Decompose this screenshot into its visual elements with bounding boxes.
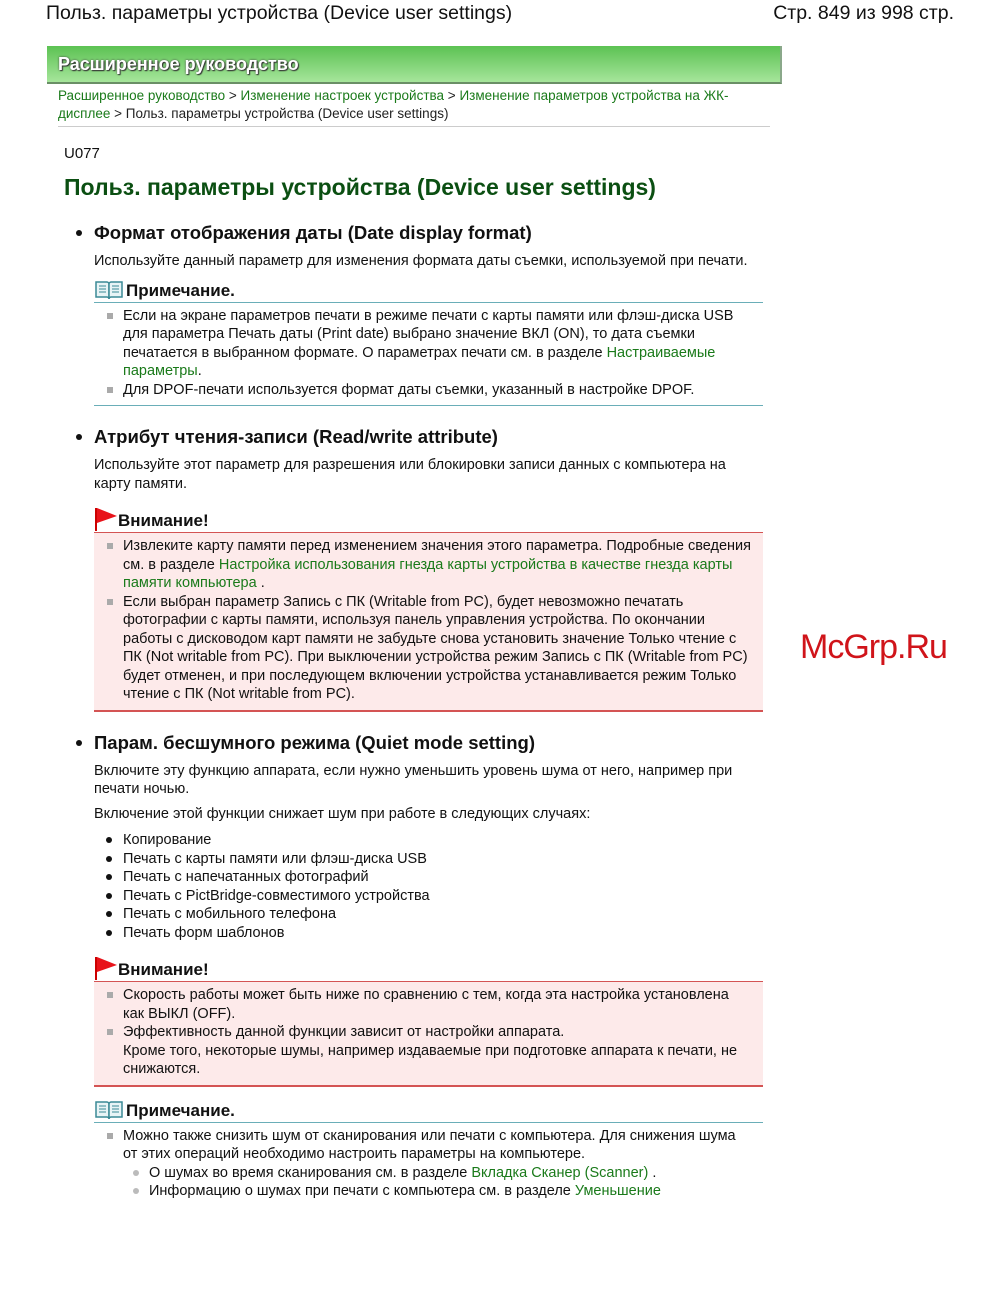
note-item bbox=[94, 381, 763, 400]
item-text: Можно также снизить шум от сканирования или печати с компьютера. Для снижения шума от этих операций необходимо настроить параметры на компьютере. bbox=[123, 1127, 736, 1162]
section-read-write bbox=[76, 426, 766, 712]
section-text: Используйте этот параметр для разрешения или блокировки записи данных с компьютера на карту памяти. bbox=[94, 457, 726, 492]
item-text: Скорость работы может быть ниже по сравнению с тем, когда эта настройка установлена как ВЫКЛ (OFF). bbox=[123, 987, 729, 1022]
page-code: U077 bbox=[64, 145, 100, 162]
section-text: Используйте данный параметр для изменения формата даты съемки, используемой при печати. bbox=[94, 253, 748, 269]
breadcrumb-link[interactable]: Изменение настроек устройства bbox=[240, 88, 445, 103]
note-subitem bbox=[94, 1164, 763, 1183]
warning-body bbox=[94, 982, 763, 1087]
link-card-slot-setting[interactable]: Настройка использования гнезда карты устройства в качестве гнезда карты памяти компьютера bbox=[123, 556, 733, 591]
item-text: Если на экране параметров печати в режиме печати с карты памяти или флэш-диска USB для параметра Печать даты (Print date) выбрано значение ВКЛ (ON), то дата съемки печатается в выбранном формате. О параметрах печати см. в разделе bbox=[123, 307, 734, 361]
list-item: Печать с PictBridge-совместимого устройства bbox=[106, 887, 766, 906]
note-subitem bbox=[94, 1182, 763, 1201]
warning-item bbox=[94, 1023, 763, 1079]
note-box bbox=[94, 277, 763, 407]
bullet-icon bbox=[76, 230, 82, 236]
bullet-icon bbox=[76, 434, 82, 440]
item-text: . bbox=[197, 363, 202, 379]
warning-title bbox=[94, 507, 763, 533]
note-title-text: Примечание. bbox=[126, 1100, 235, 1120]
bullet-list bbox=[106, 831, 766, 942]
warning-box bbox=[94, 507, 763, 712]
item-text: Информацию о шумах при печати с компьютера см. в разделе bbox=[149, 1183, 575, 1199]
note-title-text: Примечание. bbox=[126, 280, 235, 300]
item-text: Кроме того, некоторые шумы, например издаваемые при подготовке аппарата к печати, не снижаются. bbox=[123, 1042, 738, 1077]
breadcrumb bbox=[58, 87, 768, 123]
warning-title-text: Внимание! bbox=[118, 960, 209, 979]
note-title bbox=[94, 1097, 763, 1123]
item-text: Для DPOF-печати используется формат даты съемки, указанный в настройке DPOF. bbox=[123, 381, 695, 398]
item-text: . bbox=[648, 1164, 657, 1181]
link-scanner-tab[interactable]: Вкладка Сканер (Scanner) bbox=[471, 1164, 649, 1181]
banner-title: Расширенное руководство bbox=[58, 54, 299, 74]
warning-title bbox=[94, 956, 763, 982]
page-header bbox=[46, 2, 954, 25]
note-body bbox=[94, 303, 763, 407]
link-reduce-noise[interactable]: Уменьшение bbox=[574, 1183, 661, 1199]
list-item: Печать форм шаблонов bbox=[106, 924, 766, 943]
breadcrumb-link[interactable]: Изменение параметров устройства на ЖК-дисплее bbox=[58, 88, 729, 121]
square-bullet-icon bbox=[107, 313, 113, 319]
section-text: Включение этой функции снижает шум при работе в следующих случаях: bbox=[94, 805, 591, 822]
document-title: Польз. параметры устройства (Device user settings) bbox=[46, 2, 513, 24]
list-item: Печать с напечатанных фотографий bbox=[106, 868, 766, 887]
note-item bbox=[94, 1127, 763, 1164]
square-bullet-icon bbox=[107, 543, 113, 549]
square-bullet-icon bbox=[107, 992, 113, 998]
list-item: Печать с карты памяти или флэш-диска USB bbox=[106, 850, 766, 869]
warning-body bbox=[94, 533, 763, 712]
book-icon bbox=[94, 1099, 124, 1121]
breadcrumb-current: Польз. параметры устройства (Device user settings) bbox=[125, 106, 449, 121]
item-text: Эффективность данной функции зависит от настройки аппарата. bbox=[123, 1024, 565, 1040]
item-text: Если выбран параметр Запись с ПК (Writable from PC), будет невозможно печатать фотографии с карты памяти, используя панель управления устройства. По окончании работы с дисководом карт памяти не забудьте снова установить значение Только чтение с ПК (Not writable from PC). При выключении устройства режим Запись с ПК (Writable from PC) будет отменен, и при последующем включении устройства устанавливается режим Только чтение с ПК (Not writable from PC). bbox=[123, 593, 748, 702]
circle-bullet-icon bbox=[133, 1170, 139, 1176]
list-item: Копирование bbox=[106, 831, 766, 850]
breadcrumb-separator: > bbox=[444, 88, 460, 103]
circle-bullet-icon bbox=[133, 1188, 139, 1194]
section-date-format bbox=[76, 222, 766, 406]
list-item: Печать с мобильного телефона bbox=[106, 905, 766, 924]
item-text: Извлеките карту памяти перед изменением значения этого параметра. Подробные сведения см. в разделе bbox=[123, 538, 751, 573]
guide-banner bbox=[47, 46, 782, 84]
link-custom-settings[interactable]: Настраиваемые параметры bbox=[123, 344, 716, 379]
warning-title-text: Внимание! bbox=[118, 511, 209, 530]
note-body bbox=[94, 1123, 763, 1207]
breadcrumb-link[interactable]: Расширенное руководство bbox=[58, 88, 226, 103]
warning-item bbox=[94, 537, 763, 593]
section-quiet-mode bbox=[76, 732, 766, 1207]
bullet-icon bbox=[76, 740, 82, 746]
item-text: . bbox=[256, 575, 265, 591]
page-number: Стр. 849 из 998 стр. bbox=[773, 2, 954, 24]
square-bullet-icon bbox=[107, 387, 113, 393]
section-heading bbox=[76, 222, 766, 244]
warning-item bbox=[94, 986, 763, 1023]
section-heading-text: Формат отображения даты (Date display format) bbox=[94, 222, 532, 243]
note-box bbox=[94, 1097, 763, 1207]
warning-box bbox=[94, 956, 763, 1087]
section-heading bbox=[76, 732, 766, 754]
warning-item bbox=[94, 593, 763, 704]
watermark: McGrp.Ru bbox=[800, 628, 947, 666]
breadcrumb-separator: > bbox=[225, 88, 241, 103]
section-heading-text: Атрибут чтения-записи (Read/write attribute) bbox=[94, 426, 498, 447]
section-heading-text: Парам. бесшумного режима (Quiet mode setting) bbox=[94, 731, 535, 753]
book-icon bbox=[94, 279, 124, 301]
content bbox=[76, 222, 766, 1227]
square-bullet-icon bbox=[107, 1029, 113, 1035]
note-title bbox=[94, 277, 763, 303]
section-text: Включите эту функцию аппарата, если нужно уменьшить уровень шума от него, например при печати ночью. bbox=[94, 762, 733, 797]
page-title: Польз. параметры устройства (Device user settings) bbox=[64, 174, 656, 200]
square-bullet-icon bbox=[107, 599, 113, 605]
red-flag-icon bbox=[94, 956, 118, 980]
divider bbox=[58, 126, 770, 127]
item-text: О шумах во время сканирования см. в разделе bbox=[149, 1164, 472, 1181]
square-bullet-icon bbox=[107, 1133, 113, 1139]
section-heading bbox=[76, 426, 766, 448]
breadcrumb-separator: > bbox=[110, 106, 126, 121]
red-flag-icon bbox=[94, 507, 118, 531]
note-item bbox=[94, 307, 763, 381]
